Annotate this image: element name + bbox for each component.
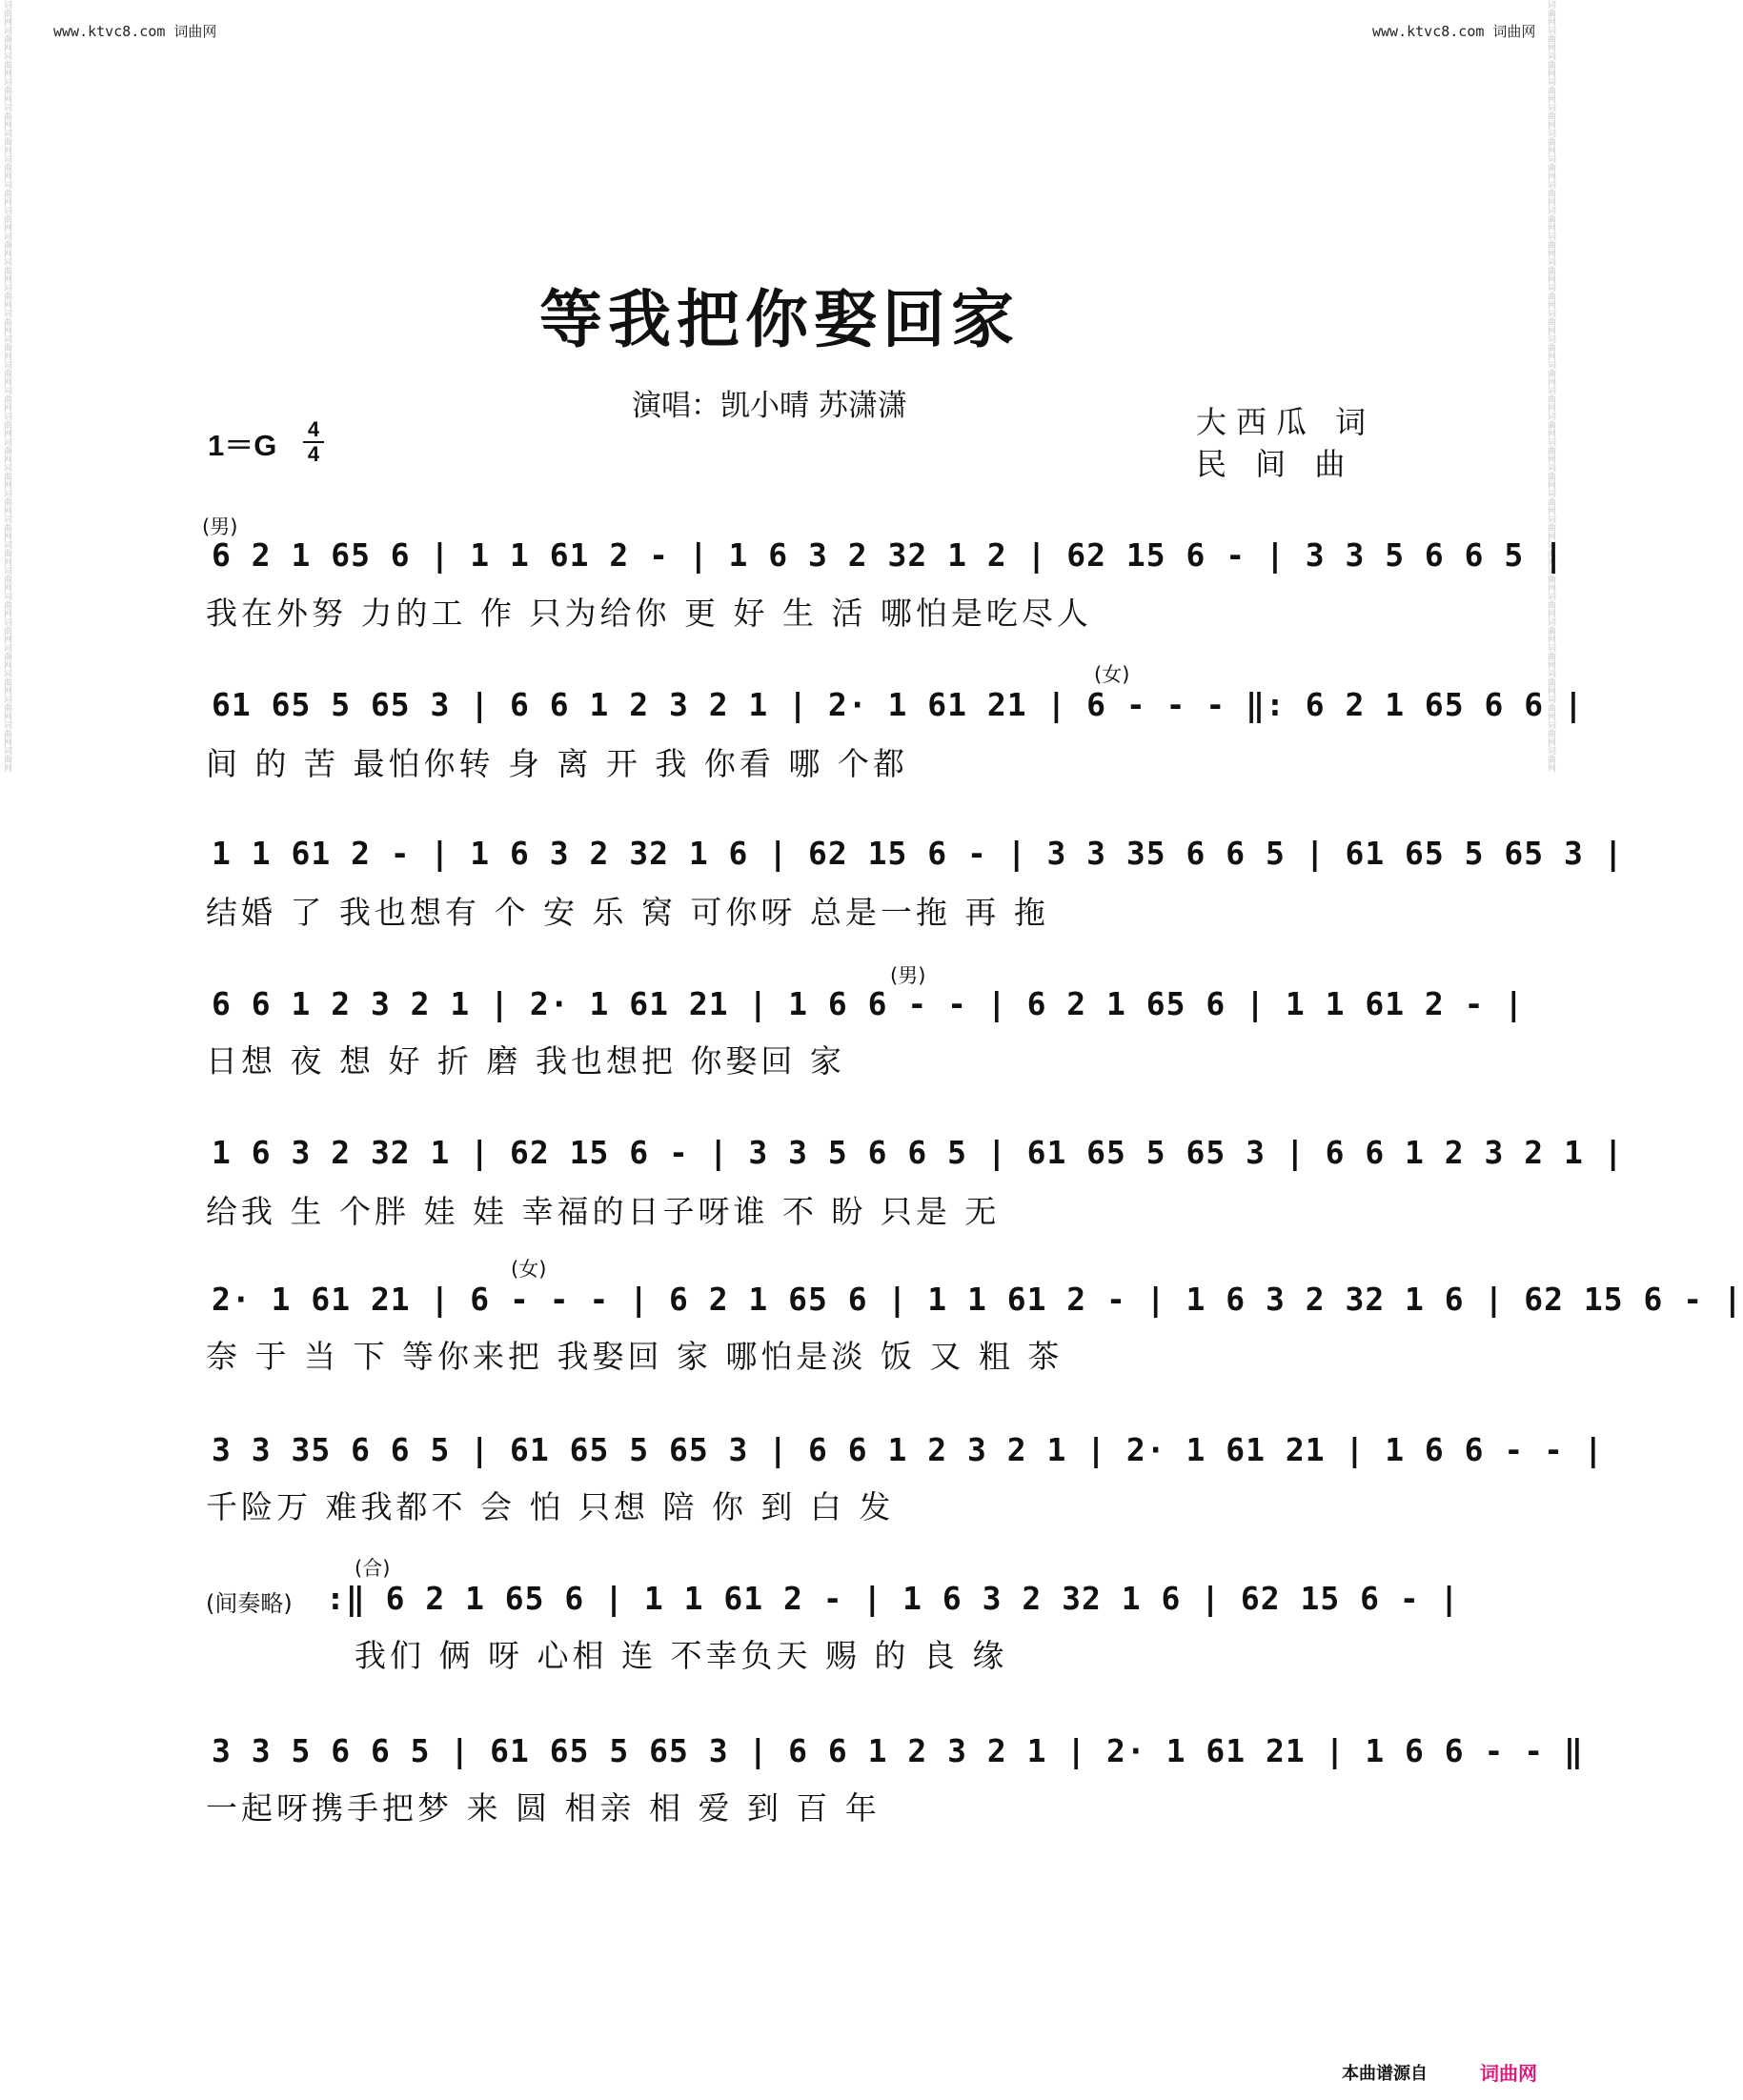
lyricist-credit: 大西瓜 词 [1196,404,1376,440]
lyric-row: 间 的 苦 最怕你转 身 离 开 我 你看 哪 个都 [206,745,908,782]
lyric-row: 千险万 难我都不 会 怕 只想 陪 你 到 白 发 [206,1488,895,1525]
composer-credit: 民 间 曲 [1196,446,1355,482]
marker-male-1: (男) [202,515,238,538]
left-watermark-strip: 词曲网词曲网词曲网词曲网词曲网词曲网词曲网词曲网词曲网词曲网词曲网词曲网词曲网词曲网词曲网词曲网词曲网词曲网词曲网词曲网词曲网词曲网词曲网词曲网词曲网词曲网词曲网词曲网词曲网词曲网 [2,0,11,772]
key-signature: 1＝G [208,429,277,462]
lyric-row: 给我 生 个胖 娃 娃 幸福的日子呀谁 不 盼 只是 无 [206,1193,1001,1230]
lyric-row: 一起呀携手把梦 来 圆 相亲 相 爱 到 百 年 [206,1789,881,1827]
notation-row: 1 1 61 2 - | 1 6 3 2 32 1 6 | 62 15 6 - | 3 3 35 6 6 5 | 61 65 5 65 3 | [212,835,1624,872]
marker-chorus: (合) [355,1557,391,1580]
lyric-row: 日想 夜 想 好 折 磨 我也想把 你娶回 家 [206,1042,845,1080]
notation-row: 3 3 5 6 6 5 | 61 65 5 65 3 | 6 6 1 2 3 2 1 | 2· 1 61 21 | 1 6 6 - - ‖ [212,1732,1584,1769]
time-signature [303,419,324,465]
notation-row: 2· 1 61 21 | 6 - - - | 6 2 1 65 6 | 1 1 61 2 - | 1 6 3 2 32 1 6 | 62 15 6 - | [212,1281,1743,1318]
notation-row: 1 6 3 2 32 1 | 62 15 6 - | 3 3 5 6 6 5 | 61 65 5 65 3 | 6 6 1 2 3 2 1 | [212,1134,1624,1171]
marker-female-2: (女) [511,1258,547,1281]
notation-row: 6 2 1 65 6 | 1 1 61 2 - | 1 6 3 2 32 1 2 | 62 15 6 - | 3 3 5 6 6 5 | [212,536,1565,574]
time-signature-top: 4 [307,417,320,441]
footer-brand-link[interactable]: 词曲网 [1480,2062,1537,2085]
marker-male-2: (男) [890,964,926,987]
footer-source-text: 本曲谱源自 [1342,2064,1428,2084]
marker-female-1: (女) [1094,663,1130,686]
lyric-row: 我在外努 力的工 作 只为给你 更 好 生 活 哪怕是吃尽人 [206,595,1092,632]
song-title: 等我把你娶回家 [539,282,1020,356]
site-url-right[interactable]: www.ktvc8.com 词曲网 [1372,23,1536,40]
notation-row: 3 3 35 6 6 5 | 61 65 5 65 3 | 6 6 1 2 3 2 1 | 2· 1 61 21 | 1 6 6 - - | [212,1431,1604,1468]
singer-credit: 演唱：凯小晴 苏潇潇 [632,389,907,423]
lyric-row: 结婚 了 我也想有 个 安 乐 窝 可你呀 总是一拖 再 拖 [206,894,1049,931]
lyric-row: 我们 俩 呀 心相 连 不幸负天 赐 的 良 缘 [355,1637,1008,1674]
notation-row: :‖ 6 2 1 65 6 | 1 1 61 2 - | 1 6 3 2 32 1 6 | 62 15 6 - | [326,1580,1460,1617]
lyric-row: 奈 于 当 下 等你来把 我娶回 家 哪怕是淡 饭 又 粗 茶 [206,1338,1064,1375]
time-signature-bottom: 4 [307,442,320,466]
site-url-left[interactable]: www.ktvc8.com 词曲网 [53,23,217,40]
right-watermark-strip: 词曲网词曲网词曲网词曲网词曲网词曲网词曲网词曲网词曲网词曲网词曲网词曲网词曲网词曲网词曲网词曲网词曲网词曲网词曲网词曲网词曲网词曲网词曲网词曲网词曲网词曲网词曲网词曲网词曲网词曲网 [1546,0,1555,772]
notation-row: 6 6 1 2 3 2 1 | 2· 1 61 21 | 1 6 6 - - | 6 2 1 65 6 | 1 1 61 2 - | [212,985,1525,1022]
notation-row: 61 65 5 65 3 | 6 6 1 2 3 2 1 | 2· 1 61 21 | 6 - - - ‖: 6 2 1 65 6 6 | [212,686,1584,723]
marker-interlude: (间奏略) [206,1590,293,1617]
